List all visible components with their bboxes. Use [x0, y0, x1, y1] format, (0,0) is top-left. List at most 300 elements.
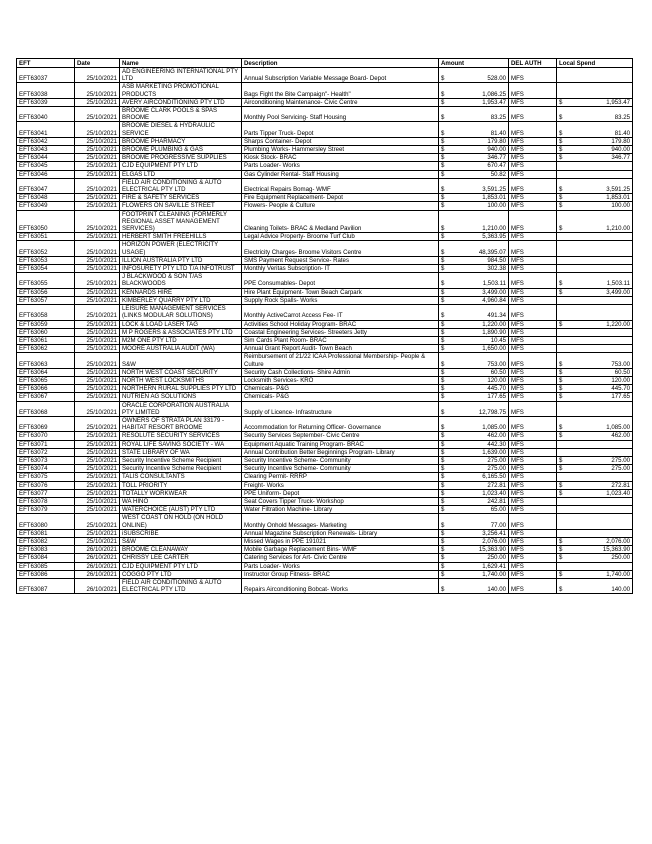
local-spend-cell-value: 250.00	[611, 554, 630, 562]
local-spend-cell-value: 140.00	[611, 586, 630, 594]
eft-cell: EFT63065	[17, 376, 75, 384]
local-spend-cell-value: 177.65	[611, 393, 630, 401]
currency-symbol: $	[441, 570, 445, 578]
eft-cell: EFT63080	[17, 514, 75, 529]
description-cell: Missed Wages in PPE 191021	[242, 537, 439, 545]
currency-symbol: $	[559, 554, 563, 562]
currency-symbol: $	[441, 562, 445, 570]
currency-symbol: $	[441, 288, 445, 296]
del-auth-cell: MFS	[509, 288, 557, 296]
table-row	[17, 265, 633, 273]
date-cell: 25/10/2021	[75, 83, 120, 98]
table-row	[17, 456, 633, 464]
description-cell: Gas Cylinder Rental- Staff Housing	[242, 170, 439, 178]
header-description: Description	[242, 59, 439, 68]
currency-symbol: $	[559, 137, 563, 145]
eft-cell: EFT63084	[17, 554, 75, 562]
amount-cell-value: 83.25	[490, 114, 506, 122]
amount-cell-value: 272.81	[487, 481, 506, 489]
table-row	[17, 376, 633, 384]
currency-symbol: $	[441, 554, 445, 562]
currency-symbol: $	[441, 393, 445, 401]
amount-cell-value: 3,499.00	[482, 288, 506, 296]
name-cell: BROOME PROGRESSIVE SUPPLIES	[120, 154, 242, 162]
amount-cell-value: 81.40	[490, 129, 506, 137]
eft-cell: EFT63042	[17, 137, 75, 145]
name-cell: WEST COAST ON HOLD (ON HOLD ONLINE)	[120, 514, 242, 529]
currency-symbol: $	[441, 256, 445, 264]
name-cell: BROOME CLARK POOLS & SPAS BROOME	[120, 107, 242, 122]
name-cell: BROOME CLEANAWAY	[120, 546, 242, 554]
description-cell: Parts Tipper Truck- Depot	[242, 122, 439, 137]
del-auth-cell: MFS	[509, 368, 557, 376]
local-spend-cell	[557, 497, 633, 505]
currency-symbol: $	[441, 75, 445, 83]
description-cell: Monthly Pool Servicing- Staff Housing	[242, 107, 439, 122]
name-cell: ASB MARKETING PROMOTIONAL PRODUCTS	[120, 83, 242, 98]
del-auth-cell: MFS	[509, 273, 557, 288]
description-cell: Chemicals- P&G	[242, 393, 439, 401]
currency-symbol: $	[441, 280, 445, 288]
del-auth-cell: MFS	[509, 393, 557, 401]
local-spend-cell	[557, 233, 633, 241]
table-row	[17, 288, 633, 296]
currency-symbol: $	[441, 448, 445, 456]
amount-cell	[439, 98, 509, 106]
currency-symbol: $	[441, 98, 445, 106]
currency-symbol: $	[559, 570, 563, 578]
description-cell: Kiosk Stock- BRAC	[242, 154, 439, 162]
eft-cell: EFT63087	[17, 579, 75, 594]
currency-symbol: $	[441, 521, 445, 529]
eft-cell: EFT63050	[17, 210, 75, 233]
date-cell: 25/10/2021	[75, 328, 120, 336]
local-spend-cell	[557, 296, 633, 304]
currency-symbol: $	[441, 489, 445, 497]
table-row	[17, 154, 633, 162]
description-cell: Repairs Airconditioning Bobcat- Works	[242, 579, 439, 594]
eft-cell: EFT63086	[17, 570, 75, 578]
currency-symbol: $	[441, 265, 445, 273]
date-cell: 25/10/2021	[75, 210, 120, 233]
del-auth-cell: MFS	[509, 68, 557, 83]
currency-symbol: $	[559, 368, 563, 376]
table-row	[17, 489, 633, 497]
eft-cell: EFT63056	[17, 288, 75, 296]
amount-cell	[439, 529, 509, 537]
description-cell: Seat Covers Tipper Truck- Workshop	[242, 497, 439, 505]
amount-cell	[439, 506, 509, 514]
name-cell: BROOME PHARMACY	[120, 137, 242, 145]
name-cell: WA HINO	[120, 497, 242, 505]
amount-cell-value: 12,798.75	[478, 408, 506, 416]
local-spend-cell-value: 1,503.11	[606, 280, 630, 288]
del-auth-cell: MFS	[509, 83, 557, 98]
local-spend-cell	[557, 146, 633, 154]
date-cell: 25/10/2021	[75, 465, 120, 473]
eft-cell: EFT63061	[17, 336, 75, 344]
local-spend-cell	[557, 489, 633, 497]
eft-cell: EFT63078	[17, 497, 75, 505]
date-cell: 25/10/2021	[75, 416, 120, 431]
amount-cell	[439, 83, 509, 98]
name-cell: FOOTPRINT CLEANING (FORMERLY REGIONAL ASSET MANAGEMENT SERVICES)	[120, 210, 242, 233]
name-cell: COGGO PTY LTD	[120, 570, 242, 578]
local-spend-cell	[557, 393, 633, 401]
currency-symbol: $	[441, 154, 445, 162]
eft-cell: EFT63039	[17, 98, 75, 106]
amount-cell	[439, 170, 509, 178]
name-cell: HERBERT SMITH FREEHILLS	[120, 233, 242, 241]
amount-cell	[439, 546, 509, 554]
del-auth-cell: MFS	[509, 448, 557, 456]
currency-symbol: $	[441, 129, 445, 137]
local-spend-cell	[557, 210, 633, 233]
table-row	[17, 440, 633, 448]
date-cell: 25/10/2021	[75, 98, 120, 106]
eft-cell: EFT63077	[17, 489, 75, 497]
date-cell: 26/10/2021	[75, 570, 120, 578]
local-spend-cell-value: 275.00	[611, 456, 630, 464]
table-row	[17, 170, 633, 178]
description-cell: Flowers- People & Culture	[242, 202, 439, 210]
table-row	[17, 514, 633, 529]
date-cell: 25/10/2021	[75, 241, 120, 256]
amount-cell	[439, 288, 509, 296]
name-cell: S&W	[120, 537, 242, 545]
table-row	[17, 529, 633, 537]
amount-cell-value: 60.50	[490, 368, 506, 376]
amount-cell-value: 77.00	[490, 521, 506, 529]
currency-symbol: $	[559, 481, 563, 489]
amount-cell	[439, 385, 509, 393]
eft-cell: EFT63083	[17, 546, 75, 554]
currency-symbol: $	[559, 202, 563, 210]
description-cell: Activities School Holiday Program- BRAC	[242, 320, 439, 328]
local-spend-cell-value: 3,591.25	[606, 186, 630, 194]
currency-symbol: $	[441, 248, 445, 256]
currency-symbol: $	[441, 473, 445, 481]
description-cell: Cleaning Toilets- BRAC & Medland Pavilion	[242, 210, 439, 233]
amount-cell	[439, 416, 509, 431]
header-amount: Amount	[439, 59, 509, 68]
eft-cell: EFT63076	[17, 481, 75, 489]
description-cell: Coastal Engineering Services- Streeters Jetty	[242, 328, 439, 336]
amount-cell-value: 346.77	[487, 154, 506, 162]
description-cell: Monthly Onhold Messages- Marketing	[242, 514, 439, 529]
del-auth-cell: MFS	[509, 554, 557, 562]
amount-cell-value: 1,953.47	[482, 98, 506, 106]
table-row	[17, 465, 633, 473]
amount-cell-value: 1,210.00	[482, 225, 506, 233]
date-cell: 25/10/2021	[75, 353, 120, 368]
local-spend-cell	[557, 68, 633, 83]
currency-symbol: $	[441, 360, 445, 368]
name-cell: WATERCHOICE (AUST) PTY LTD	[120, 506, 242, 514]
description-cell: PPE Uniform- Depot	[242, 489, 439, 497]
local-spend-cell	[557, 368, 633, 376]
amount-cell-value: 1,639.00	[482, 448, 506, 456]
currency-symbol: $	[559, 489, 563, 497]
del-auth-cell: MFS	[509, 328, 557, 336]
currency-symbol: $	[559, 114, 563, 122]
del-auth-cell: MFS	[509, 570, 557, 578]
eft-cell: EFT63045	[17, 162, 75, 170]
description-cell: Sim Cards Plant Room- BRAC	[242, 336, 439, 344]
amount-cell	[439, 353, 509, 368]
local-spend-cell	[557, 328, 633, 336]
currency-symbol: $	[559, 280, 563, 288]
amount-cell-value: 1,740.00	[482, 570, 506, 578]
date-cell: 25/10/2021	[75, 401, 120, 416]
date-cell: 25/10/2021	[75, 202, 120, 210]
currency-symbol: $	[559, 393, 563, 401]
date-cell: 25/10/2021	[75, 296, 120, 304]
header-del-auth: DEL AUTH	[509, 59, 557, 68]
local-spend-cell-value: 272.81	[611, 481, 630, 489]
local-spend-cell	[557, 529, 633, 537]
amount-cell-value: 177.65	[487, 393, 506, 401]
currency-symbol: $	[559, 225, 563, 233]
amount-cell	[439, 107, 509, 122]
date-cell: 25/10/2021	[75, 233, 120, 241]
date-cell: 25/10/2021	[75, 473, 120, 481]
eft-cell: EFT63069	[17, 416, 75, 431]
payments-sheet	[16, 58, 632, 594]
date-cell: 25/10/2021	[75, 345, 120, 353]
amount-cell	[439, 265, 509, 273]
name-cell: AD ENGINEERING INTERNATIONAL PTY LTD	[120, 68, 242, 83]
amount-cell-value: 6,165.50	[482, 473, 506, 481]
name-cell: CJD EQUIPMENT PTY LTD	[120, 162, 242, 170]
amount-cell	[439, 440, 509, 448]
description-cell: Security Incentive Scheme- Community	[242, 456, 439, 464]
currency-symbol: $	[441, 345, 445, 353]
local-spend-cell	[557, 83, 633, 98]
currency-symbol: $	[441, 137, 445, 145]
date-cell: 25/10/2021	[75, 456, 120, 464]
name-cell: KIMBERLEY QUARRY PTY LTD	[120, 296, 242, 304]
local-spend-cell	[557, 154, 633, 162]
local-spend-cell	[557, 256, 633, 264]
description-cell: Mobile Garbage Replacement Bins- WMF	[242, 546, 439, 554]
currency-symbol: $	[441, 320, 445, 328]
amount-cell-value: 3,591.25	[482, 186, 506, 194]
local-spend-cell	[557, 305, 633, 320]
amount-cell	[439, 305, 509, 320]
local-spend-cell	[557, 137, 633, 145]
name-cell: J BLACKWOOD & SON T/AS BLACKWOODS	[120, 273, 242, 288]
local-spend-cell	[557, 345, 633, 353]
local-spend-cell-value: 2,076.00	[606, 537, 630, 545]
del-auth-cell: MFS	[509, 489, 557, 497]
amount-cell	[439, 376, 509, 384]
del-auth-cell: MFS	[509, 465, 557, 473]
amount-cell-value: 753.00	[487, 360, 506, 368]
name-cell: NUTRIEN AG SOLUTIONS	[120, 393, 242, 401]
table-row	[17, 554, 633, 562]
local-spend-cell-value: 346.77	[611, 154, 630, 162]
amount-cell	[439, 256, 509, 264]
amount-cell	[439, 273, 509, 288]
description-cell: PPE Consumables- Depot	[242, 273, 439, 288]
name-cell: Security Incentive Scheme Recipient	[120, 465, 242, 473]
amount-cell-value: 120.00	[487, 376, 506, 384]
date-cell: 25/10/2021	[75, 336, 120, 344]
table-row	[17, 296, 633, 304]
eft-cell: EFT63046	[17, 170, 75, 178]
date-cell: 25/10/2021	[75, 440, 120, 448]
eft-cell: EFT63049	[17, 202, 75, 210]
date-cell: 25/10/2021	[75, 122, 120, 137]
table-row	[17, 256, 633, 264]
del-auth-cell: MFS	[509, 401, 557, 416]
description-cell: Reimbursement of 21/22 ICAA Professional Membership- People & Culture	[242, 353, 439, 368]
local-spend-cell	[557, 473, 633, 481]
amount-cell	[439, 465, 509, 473]
eft-cell: EFT63062	[17, 345, 75, 353]
description-cell: Plumbing Works- Hammersley Street	[242, 146, 439, 154]
del-auth-cell: MFS	[509, 481, 557, 489]
description-cell: Freight- Works	[242, 481, 439, 489]
amount-cell	[439, 122, 509, 137]
table-row	[17, 481, 633, 489]
table-row	[17, 98, 633, 106]
amount-cell	[439, 154, 509, 162]
table-row	[17, 202, 633, 210]
del-auth-cell: MFS	[509, 497, 557, 505]
local-spend-cell	[557, 579, 633, 594]
name-cell: TOLL PRIORITY	[120, 481, 242, 489]
local-spend-cell-value: 3,499.00	[606, 288, 630, 296]
currency-symbol: $	[559, 360, 563, 368]
name-cell: ELGAS LTD	[120, 170, 242, 178]
table-row	[17, 562, 633, 570]
name-cell: TOTALLY WORKWEAR	[120, 489, 242, 497]
local-spend-cell-value: 1,023.40	[606, 489, 630, 497]
del-auth-cell: MFS	[509, 170, 557, 178]
description-cell: Monthly Veritas Subscription- IT	[242, 265, 439, 273]
local-spend-cell	[557, 122, 633, 137]
name-cell: FIRE & SAFETY SERVICES	[120, 194, 242, 202]
amount-cell-value: 1,023.40	[482, 489, 506, 497]
local-spend-cell-value: 1,953.47	[606, 98, 630, 106]
local-spend-cell	[557, 288, 633, 296]
amount-cell	[439, 401, 509, 416]
amount-cell-value: 65.00	[490, 506, 506, 514]
local-spend-cell	[557, 178, 633, 193]
eft-cell: EFT63063	[17, 353, 75, 368]
date-cell: 25/10/2021	[75, 256, 120, 264]
name-cell: INFOSURETY PTY LTD T/A INFOTRUST	[120, 265, 242, 273]
name-cell: iSUBSCRIBE	[120, 529, 242, 537]
table-row	[17, 320, 633, 328]
name-cell: TALIS CONSULTANTS	[120, 473, 242, 481]
table-row	[17, 368, 633, 376]
amount-cell-value: 1,503.11	[482, 280, 506, 288]
description-cell: Locksmith Services- KRO	[242, 376, 439, 384]
eft-cell: EFT63081	[17, 529, 75, 537]
amount-cell	[439, 554, 509, 562]
eft-cell: EFT63079	[17, 506, 75, 514]
local-spend-cell	[557, 194, 633, 202]
date-cell: 25/10/2021	[75, 529, 120, 537]
eft-cell: EFT63043	[17, 146, 75, 154]
del-auth-cell: MFS	[509, 98, 557, 106]
amount-cell	[439, 345, 509, 353]
local-spend-cell-value: 1,085.00	[606, 424, 630, 432]
local-spend-cell-value: 462.00	[611, 432, 630, 440]
table-row	[17, 305, 633, 320]
currency-symbol: $	[441, 296, 445, 304]
local-spend-cell	[557, 514, 633, 529]
amount-cell	[439, 497, 509, 505]
del-auth-cell: MFS	[509, 353, 557, 368]
name-cell: FIELD AIR CONDITIONING & AUTO ELECTRICAL PTY LTD	[120, 178, 242, 193]
del-auth-cell: MFS	[509, 202, 557, 210]
local-spend-cell	[557, 562, 633, 570]
name-cell: ROYAL LIFE SAVING SOCIETY - WA	[120, 440, 242, 448]
amount-cell-value: 1,629.41	[482, 562, 506, 570]
currency-symbol: $	[441, 456, 445, 464]
name-cell: BROOME PLUMBING & GAS	[120, 146, 242, 154]
description-cell: Parts Loader- Works	[242, 562, 439, 570]
table-row	[17, 579, 633, 594]
name-cell: LEISURE MANAGEMENT SERVICES (LINKS MODULAR SOLUTIONS)	[120, 305, 242, 320]
table-row	[17, 345, 633, 353]
currency-symbol: $	[441, 194, 445, 202]
currency-symbol: $	[441, 312, 445, 320]
amount-cell	[439, 393, 509, 401]
del-auth-cell: MFS	[509, 579, 557, 594]
eft-cell: EFT63044	[17, 154, 75, 162]
description-cell: Catering Services for Art- Civic Centre	[242, 554, 439, 562]
amount-cell	[439, 320, 509, 328]
amount-cell-value: 100.00	[487, 202, 506, 210]
amount-cell	[439, 336, 509, 344]
description-cell: Annual Grant Report Audit- Town Beach	[242, 345, 439, 353]
eft-cell: EFT63055	[17, 273, 75, 288]
amount-cell-value: 1,085.00	[482, 424, 506, 432]
currency-symbol: $	[441, 114, 445, 122]
amount-cell-value: 528.00	[487, 75, 506, 83]
local-spend-cell	[557, 465, 633, 473]
local-spend-cell-value: 100.00	[611, 202, 630, 210]
currency-symbol: $	[441, 529, 445, 537]
amount-cell-value: 1,650.00	[482, 345, 506, 353]
amount-cell-value: 4,960.84	[482, 296, 506, 304]
date-cell: 25/10/2021	[75, 265, 120, 273]
del-auth-cell: MFS	[509, 146, 557, 154]
date-cell: 26/10/2021	[75, 562, 120, 570]
amount-cell	[439, 562, 509, 570]
amount-cell-value: 5,363.95	[482, 233, 506, 241]
description-cell: Supply of Licence- Infrastructure	[242, 401, 439, 416]
table-row	[17, 401, 633, 416]
local-spend-cell	[557, 98, 633, 106]
del-auth-cell: MFS	[509, 376, 557, 384]
table-row	[17, 393, 633, 401]
del-auth-cell: MFS	[509, 256, 557, 264]
currency-symbol: $	[559, 129, 563, 137]
local-spend-cell	[557, 506, 633, 514]
table-body	[17, 68, 633, 594]
table-row	[17, 162, 633, 170]
amount-cell	[439, 448, 509, 456]
table-row	[17, 233, 633, 241]
table-row	[17, 146, 633, 154]
date-cell: 26/10/2021	[75, 554, 120, 562]
